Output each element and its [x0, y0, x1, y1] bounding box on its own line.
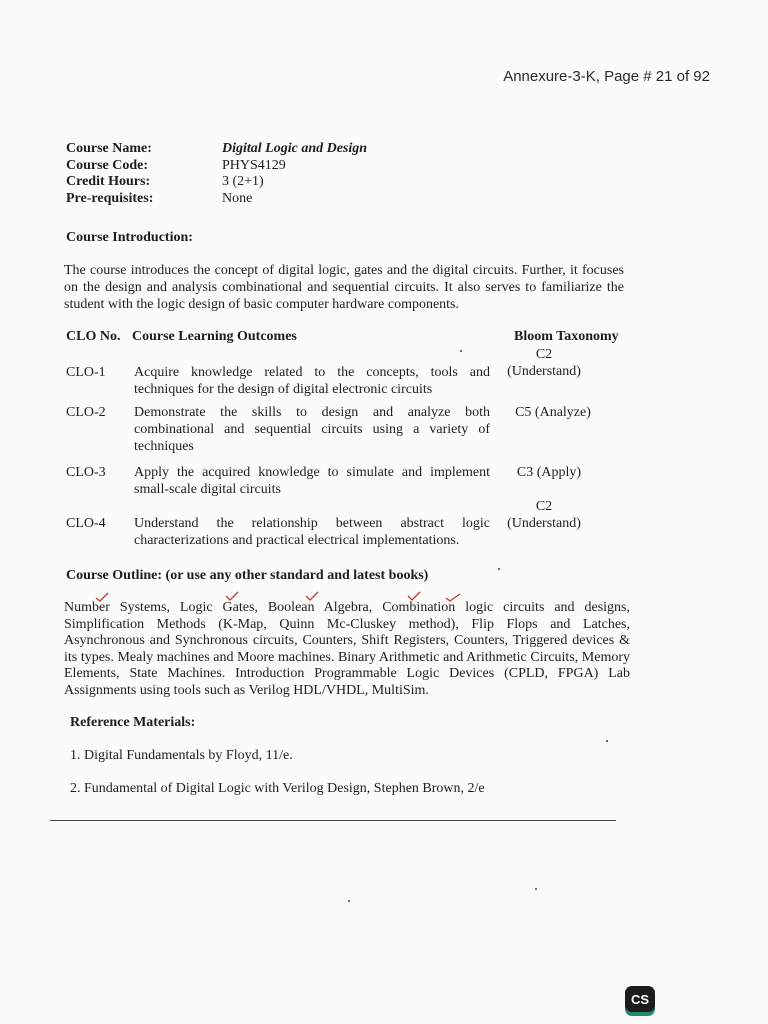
- clo-id: CLO-3: [66, 465, 106, 480]
- course-code-row: [66, 158, 367, 175]
- bloom-code: C2: [535, 347, 553, 362]
- scan-speck: [535, 888, 537, 890]
- bloom-name: (Understand): [507, 364, 581, 379]
- course-code-value: PHYS4129: [222, 157, 286, 173]
- course-outline-text: Number Systems, Logic Gates, Boolean Algebra, Combination logic circuits and designs, Simplification Methods (K-Map, Quinn Mc-Cluskey method), Flip Flops and Latches, Asynchronous and Synchronous circuits, Counters, Shift Registers, Counters, Triggered devices & its types. Mealy machines and Moore machines. Binary Arithmetic and Arithmetic Circuits, Memory Elements, State Machines. Introduction Programmable Logic Devices (CPLD, FPGA) Lab Assignments using tools such as Verilog HDL/VHDL, MultiSim.: [64, 600, 630, 698]
- course-info-block: [66, 141, 367, 207]
- bloom-level: [494, 464, 604, 481]
- section-divider: [50, 820, 616, 821]
- bloom-level: [489, 498, 599, 532]
- course-name-value: Digital Logic and Design: [222, 141, 368, 156]
- prerequisites-row: [66, 191, 367, 208]
- credit-hours-value: 3 (2+1): [222, 174, 264, 189]
- reference-item: 2. Fundamental of Digital Logic with Verilog Design, Stephen Brown, 2/e: [70, 781, 485, 796]
- scan-speck: [498, 568, 500, 570]
- course-outline-heading: Course Outline: (or use any other standard and latest books): [66, 568, 429, 583]
- clo-description: Understand the relationship between abstract logic characterizations and practical electrical implementations.: [134, 516, 490, 548]
- prerequisites-label: Pre-requisites:: [66, 190, 154, 206]
- credit-hours-label: Credit Hours:: [66, 174, 151, 189]
- course-code-label: Course Code:: [66, 157, 149, 173]
- scan-speck: [348, 900, 350, 902]
- reference-materials-heading: Reference Materials:: [70, 715, 196, 730]
- clo-outcomes-header: Course Learning Outcomes: [132, 329, 297, 344]
- prerequisites-value: None: [222, 190, 253, 206]
- tick-mark-icon: [408, 592, 420, 600]
- tick-mark-icon: [226, 592, 238, 600]
- bloom-code: C2: [535, 499, 553, 514]
- course-introduction-text: The course introduces the concept of digital logic, gates and the digital circuits. Further, it focuses on the design and analysis combinational and sequential circuits. It also serves to familiarize the student with the logic design of basic computer hardware components.: [64, 263, 624, 312]
- credit-hours-row: [66, 174, 367, 191]
- course-name-label: Course Name:: [66, 141, 152, 156]
- bloom-code: C5 (Analyze): [515, 405, 591, 420]
- annexure-page-header: Annexure-3-K, Page # 21 of 92: [503, 68, 710, 85]
- bloom-level: [489, 346, 599, 380]
- bloom-name: (Understand): [507, 516, 581, 531]
- course-name-row: [66, 141, 367, 158]
- clo-id: CLO-1: [66, 365, 106, 380]
- tick-mark-icon: [306, 592, 318, 600]
- camscanner-logo-text: CS: [625, 986, 655, 1012]
- clo-id: CLO-2: [66, 405, 106, 420]
- bloom-code: C3 (Apply): [516, 465, 582, 480]
- clo-id: CLO-4: [66, 516, 106, 531]
- scan-speck: [606, 740, 608, 742]
- bloom-level: [498, 404, 608, 421]
- course-introduction-heading: Course Introduction:: [66, 230, 193, 245]
- clo-number-header: CLO No.: [66, 329, 121, 344]
- reference-item: 1. Digital Fundamentals by Floyd, 11/e.: [70, 748, 293, 763]
- camscanner-logo-icon: [625, 986, 655, 1016]
- bloom-taxonomy-header: Bloom Taxonomy: [514, 329, 619, 344]
- clo-description: Apply the acquired knowledge to simulate and implement small-scale digital circuits: [134, 465, 490, 497]
- clo-description: Demonstrate the skills to design and analyze both combinational and sequential circuits using a variety of techniques: [134, 405, 490, 454]
- clo-description: Acquire knowledge related to the concepts, tools and techniques for the design of digital electronic circuits: [134, 365, 490, 397]
- scan-speck: [460, 350, 462, 352]
